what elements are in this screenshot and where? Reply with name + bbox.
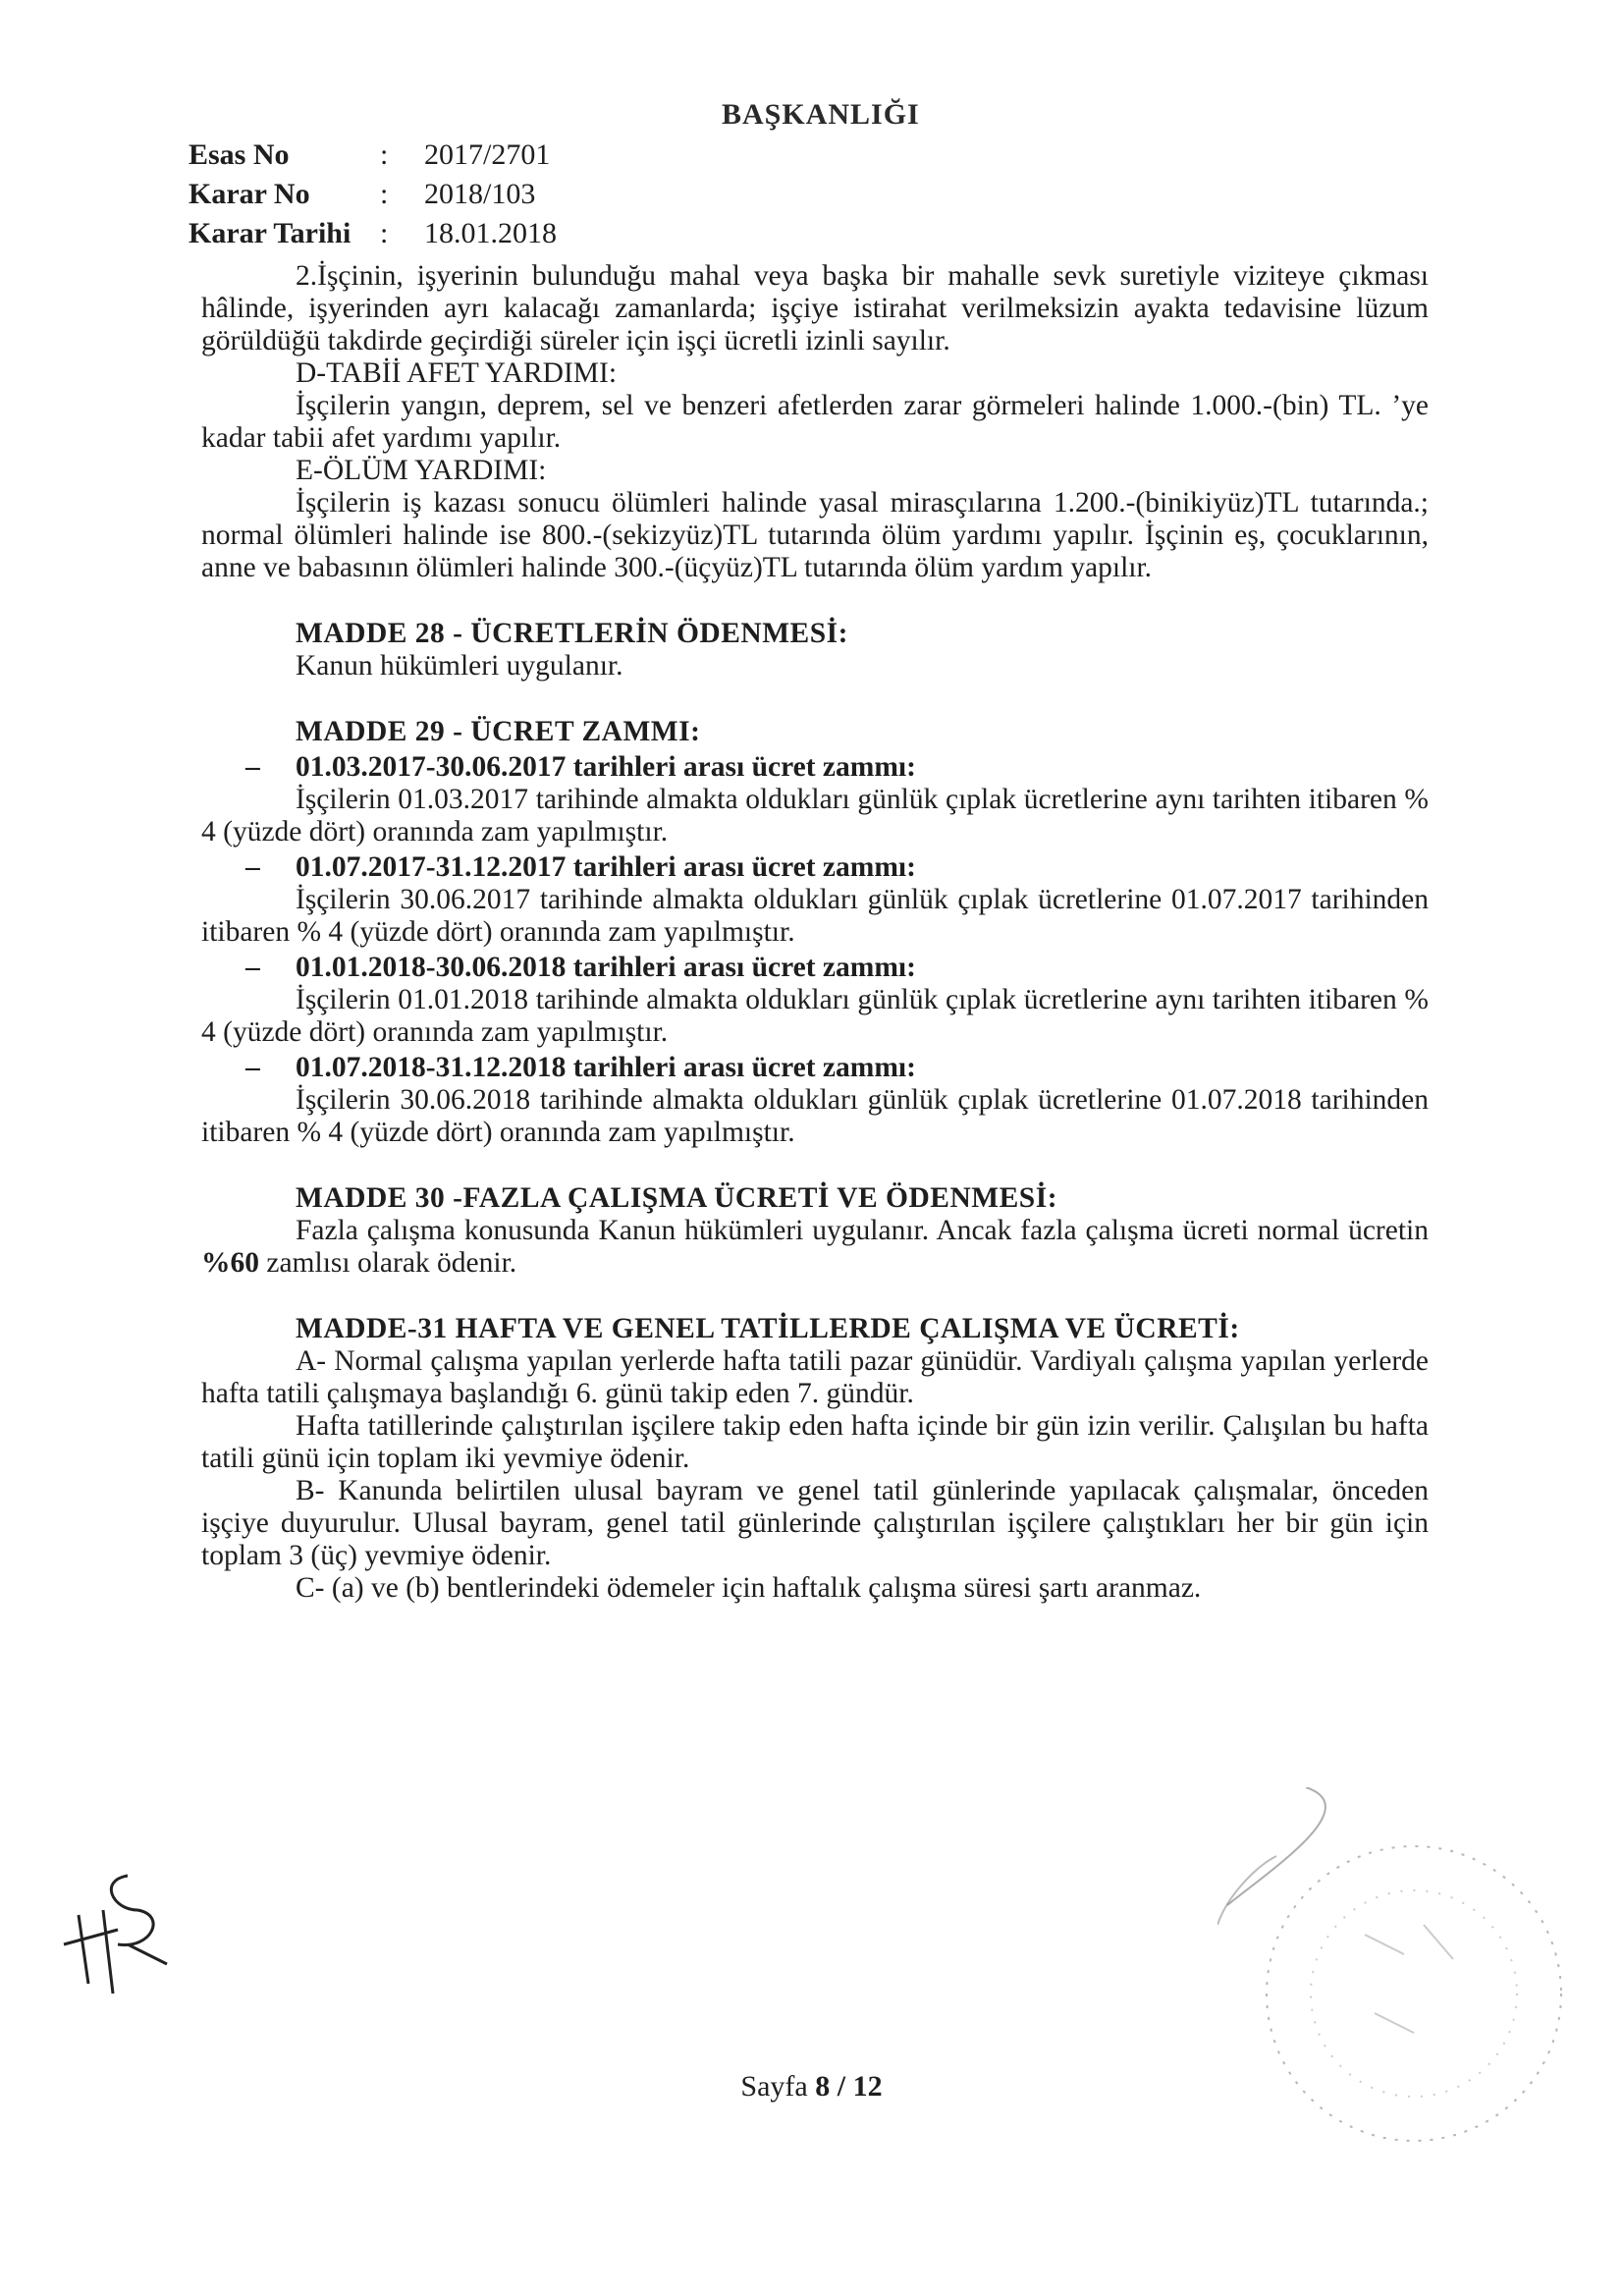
page-separator: / xyxy=(837,2070,846,2103)
page-footer xyxy=(0,2070,1623,2104)
raise-period-1-heading xyxy=(201,751,1429,784)
karar-separator: : xyxy=(380,178,389,210)
karar-label: Karar No xyxy=(189,178,310,210)
madde-31-heading: MADDE-31 HAFTA VE GENEL TATİLLERDE ÇALIŞMA VE ÜCRETİ: xyxy=(296,1313,1240,1344)
header-title: BAŞKANLIĞI xyxy=(722,98,920,131)
faded-stamp-icon xyxy=(1217,1787,1591,2200)
esas-row xyxy=(189,136,557,175)
raise-period-4-heading xyxy=(201,1052,1429,1084)
raise-period-2-text: İşçilerin 30.06.2017 tarihinde almakta oldukları günlük çıplak ücretlerine 01.07.2017 tarihinden itibaren % 4 (yüzde dört) oranında zam yapılmıştır. xyxy=(201,884,1429,948)
esas-label: Esas No xyxy=(189,138,290,171)
section-d-heading: D-TABİİ AFET YARDIMI: xyxy=(296,357,618,389)
paragraph-visit: 2.İşçinin, işyerinin bulunduğu mahal veya başka bir mahalle sevk suretiyle viziteye çıkması hâlinde, işyerinden ayrı kalacağı zamanlarda; işçiye istirahat verilmeksizin ayakta tedavisine lüzum görüldüğü takdirde geçirdiği süreler için işçi ücretli izinli sayılır. xyxy=(201,260,1429,356)
madde-28-heading: MADDE 28 - ÜCRETLERİN ÖDENMESİ: xyxy=(296,618,848,649)
madde-31-a2: Hafta tatillerinde çalıştırılan işçilere takip eden hafta içinde bir gün izin verilir. Çalışılan bu hafta tatili günü için toplam iki yevmiye ödenir. xyxy=(201,1410,1429,1474)
section-e-heading: E-ÖLÜM YARDIMI: xyxy=(296,455,547,486)
raise-period-4-text: İşçilerin 30.06.2018 tarihinde almakta oldukları günlük çıplak ücretlerine 01.07.2018 tarihinden itibaren % 4 (yüzde dört) oranında zam yapılmıştır. xyxy=(201,1084,1429,1148)
madde-29-heading: MADDE 29 - ÜCRET ZAMMI: xyxy=(296,716,701,747)
dash-bullet: – xyxy=(245,751,260,783)
page-label: Sayfa xyxy=(740,2070,808,2103)
madde-30-text-c: zamlısı olarak ödenir. xyxy=(259,1247,517,1279)
dash-bullet: – xyxy=(245,952,260,983)
madde-30-heading: MADDE 30 -FAZLA ÇALIŞMA ÜCRETİ VE ÖDENMESİ: xyxy=(296,1182,1058,1214)
handwritten-initials-icon xyxy=(59,1856,187,1994)
tarih-separator: : xyxy=(380,217,389,249)
raise-period-2-heading xyxy=(201,851,1429,884)
dash-bullet: – xyxy=(245,1052,260,1083)
raise-period-3-heading xyxy=(201,952,1429,984)
madde-30-text xyxy=(201,1215,1429,1280)
raise-period-3-label: 01.01.2018-30.06.2018 tarihleri arası ücret zammı: xyxy=(296,952,916,983)
madde-30-text-a: Fazla çalışma konusunda Kanun hükümleri uygulanır. Ancak fazla çalışma ücreti normal ücretin xyxy=(296,1215,1429,1246)
madde-30-percentage: %60 xyxy=(201,1247,259,1279)
madde-31-a: A- Normal çalışma yapılan yerlerde hafta tatili pazar günüdür. Vardiyalı çalışma yapılan yerlerde hafta tatili çalışmaya başlandığı 6. günü takip eden 7. gündür. xyxy=(201,1345,1429,1409)
case-metadata xyxy=(189,136,557,253)
esas-separator: : xyxy=(380,138,389,171)
raise-period-3-text: İşçilerin 01.01.2018 tarihinde almakta oldukları günlük çıplak ücretlerine aynı tarihten itibaren % 4 (yüzde dört) oranında zam yapılmıştır. xyxy=(201,984,1429,1048)
page-current: 8 xyxy=(815,2070,831,2103)
tarih-label: Karar Tarihi xyxy=(189,217,352,249)
raise-period-1-label: 01.03.2017-30.06.2017 tarihleri arası ücret zammı: xyxy=(296,751,916,783)
section-e-text: İşçilerin iş kazası sonucu ölümleri halinde yasal mirasçılarına 1.200.-(binikiyüz)TL tutarında.; normal ölümleri halinde ise 800.-(sekizyüz)TL tutarında ölüm yardımı yapılır. İşçinin eş, çocuklarının, anne ve babasının ölümleri halinde 300.-(üçyüz)TL tutarında ölüm yardım yapılır. xyxy=(201,487,1429,583)
page-total: 12 xyxy=(852,2070,883,2103)
tarih-value: 18.01.2018 xyxy=(424,217,557,249)
document-body xyxy=(201,260,1429,1605)
raise-period-2-label: 01.07.2017-31.12.2017 tarihleri arası ücret zammı: xyxy=(296,851,916,883)
madde-28-text: Kanun hükümleri uygulanır. xyxy=(296,650,623,682)
madde-31-c: C- (a) ve (b) bentlerindeki ödemeler için haftalık çalışma süresi şartı aranmaz. xyxy=(296,1572,1202,1604)
dash-bullet: – xyxy=(245,851,260,883)
raise-period-4-label: 01.07.2018-31.12.2018 tarihleri arası ücret zammı: xyxy=(296,1052,916,1083)
madde-31-b: B- Kanunda belirtilen ulusal bayram ve genel tatil günlerinde yapılacak çalışmalar, önceden işçiye duyurulur. Ulusal bayram, genel tatil günlerinde çalıştırılan işçilere çalıştıkları her bir gün için toplam 3 (üç) yevmiye ödenir. xyxy=(201,1475,1429,1571)
karar-row xyxy=(189,175,557,214)
section-d-text: İşçilerin yangın, deprem, sel ve benzeri afetlerden zarar görmeleri halinde 1.000.-(bin) TL. ’ye kadar tabii afet yardımı yapılır. xyxy=(201,390,1429,454)
raise-period-1-text: İşçilerin 01.03.2017 tarihinde almakta oldukları günlük çıplak ücretlerine aynı tarihten itibaren % 4 (yüzde dört) oranında zam yapılmıştır. xyxy=(201,784,1429,847)
karar-value: 2018/103 xyxy=(424,178,536,210)
esas-value: 2017/2701 xyxy=(424,138,551,171)
tarih-row xyxy=(189,214,557,253)
